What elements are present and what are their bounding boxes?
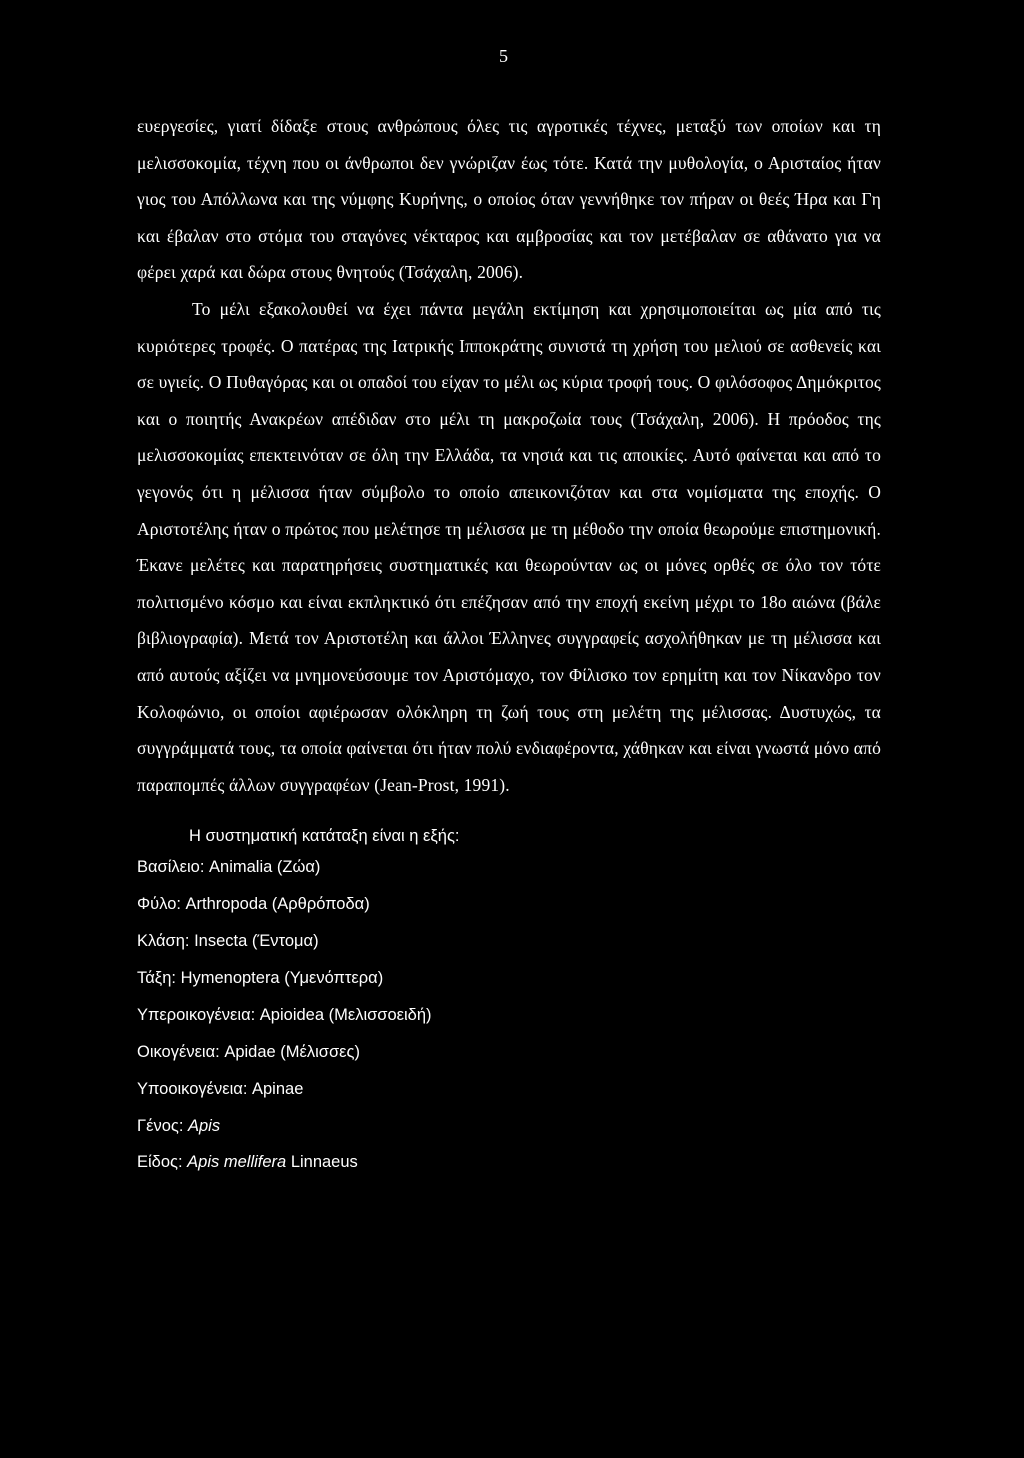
taxonomy-intro: Η συστηματική κατάταξη είναι η εξής:: [189, 827, 460, 846]
taxonomy-rank: Οικογένεια:: [137, 1042, 220, 1061]
taxonomy-name: Arthropoda (Αρθρόποδα): [185, 895, 370, 914]
taxonomy-name-italic: Apis mellifera: [187, 1153, 287, 1172]
taxonomy-row-order: [137, 960, 881, 997]
taxonomy-name: Insecta (Έντομα): [194, 932, 319, 951]
page-number: 5: [499, 46, 508, 66]
taxonomy-row-family: [137, 1034, 881, 1071]
taxonomy-rank: Φύλο:: [137, 895, 181, 914]
taxonomy-row-kingdom: [137, 849, 881, 886]
taxonomy-name: Apioidea (Μελισσοειδή): [259, 1005, 432, 1024]
taxonomy-row-phylum: [137, 886, 881, 923]
taxonomy-rank: Υπεροικογένεια:: [137, 1005, 256, 1024]
taxonomy-name: Apidae (Μέλισσες): [224, 1042, 360, 1061]
taxonomy-row-class: [137, 923, 881, 960]
taxonomy-rank: Γένος:: [137, 1116, 184, 1135]
taxonomy-name: Apinae: [252, 1079, 304, 1098]
taxonomy-name: Hymenoptera (Υμενόπτερα): [180, 968, 384, 987]
taxonomy-name-italic: Apis: [188, 1116, 221, 1135]
taxonomy-rank: Είδος:: [137, 1153, 183, 1172]
taxonomy-rank: Τάξη:: [137, 968, 176, 987]
taxonomy-rank: Κλάση:: [137, 932, 190, 951]
taxonomy-row-species: [137, 1144, 881, 1181]
taxonomy-author: Linnaeus: [290, 1153, 358, 1172]
paragraph-aristaios-myth: ευεργεσίες, γιατί δίδαξε στους ανθρώπους όλες τις αγροτικές τέχνες, μεταξύ των οποίων και τη μελισσοκομία, τέχνη που οι άνθρωποι δεν γνώριζαν έως τότε. Κατά την μυθολογία, ο Αρισταίος ήταν γιος του Απόλλωνα και της νύμφης Κυρήνης, ο οποίος όταν γεννήθηκε τον πήραν οι θεές Ήρα και Γη και έβαλαν στο στόμα του σταγόνες νέκταρος και αμβροσίας και τον μετέβαλαν σε αθάνατο για να φέρει χαρά και δώρα στους θνητούς (Τσάχαλη, 2006).: [137, 116, 881, 283]
taxonomy-list: [137, 849, 881, 1181]
taxonomy-row-superfamily: [137, 997, 881, 1034]
taxonomy-rank: Υποοικογένεια:: [137, 1079, 248, 1098]
taxonomy-row-subfamily: [137, 1071, 881, 1108]
body-text: [137, 108, 881, 1181]
taxonomy-rank: Βασίλειο:: [137, 858, 205, 877]
taxonomy-row-genus: [137, 1108, 881, 1145]
paragraph-honey-history: Το μέλι εξακολουθεί να έχει πάντα μεγάλη εκτίμηση και χρησιμοποιείται ως μία από τις κυριότερες τροφές. Ο πατέρας της Ιατρικής Ιπποκράτης συνιστά τη χρήση του μελιού σε ασθενείς και σε υγιείς. Ο Πυθαγόρας και οι οπαδοί του είχαν το μέλι ως κύρια τροφή τους. Ο φιλόσοφος Δημόκριτος και ο ποιητής Ανακρέων απέδιδαν στο μέλι τη μακροζωία τους (Τσάχαλη, 2006). Η πρόοδος της μελισσοκομίας επεκτεινόταν σε όλη την Ελλάδα, τα νησιά και τις αποικίες. Αυτό φαίνεται και από το γεγονός ότι η μέλισσα ήταν σύμβολο το οποίο απεικονιζόταν και στα νομίσματα της εποχής. Ο Αριστοτέλης ήταν ο πρώτος που μελέτησε τη μέλισσα με τη μέθοδο την οποία θεωρούμε επιστημονική. Έκανε μελέτες και παρατηρήσεις συστηματικές και θεωρούνταν ως οι μόνες ορθές σε όλο τον τότε πολιτισμένο κόσμο και είναι εκπληκτικό ότι επέζησαν από την εποχή εκείνη μέχρι το 18ο αιώνα (βάλε βιβλιογραφία). Μετά τον Αριστοτέλη και άλλοι Έλληνες συγγραφείς ασχολήθηκαν με τη μέλισσα και από αυτούς αξίζει να μνημονεύσουμε τον Αριστόμαχο, τον Φίλισκο τον ερημίτη και τον Νίκανδρο τον Κολοφώνιο, οι οποίοι αφιέρωσαν ολόκληρη τη ζωή τους στη μελέτη της μέλισσας. Δυστυχώς, τα συγγράμματά τους, τα οποία φαίνεται ότι ήταν πολύ ενδιαφέροντα, χάθηκαν και είναι γνωστά μόνο από παραπομπές άλλων συγγραφέων (Jean-Prost, 1991).: [137, 298, 881, 795]
taxonomy-name: Animalia (Ζώα): [209, 858, 321, 877]
